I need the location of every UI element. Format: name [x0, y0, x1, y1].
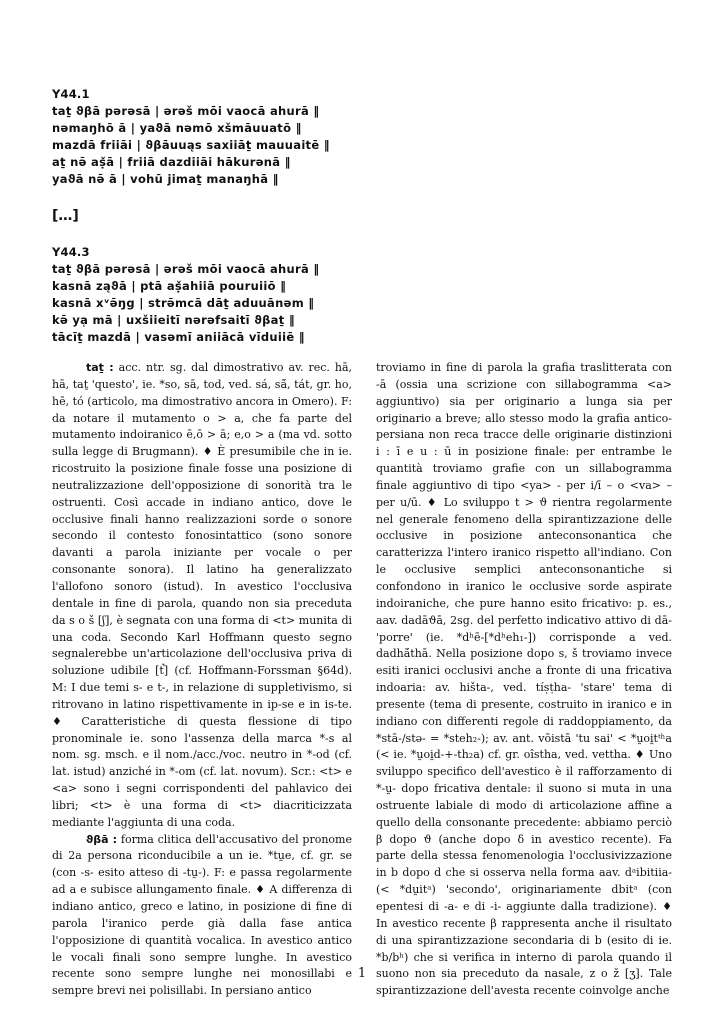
verse-id: Y44.1 [52, 87, 90, 101]
page-number: 1 [357, 966, 367, 981]
entry-headword: ϑβā : [86, 832, 118, 846]
commentary-left-column [52, 360, 352, 1000]
verse-line: kasnā ząϑā | ptā aṣ̌ahiiā pouruiiō ‖ [52, 279, 287, 293]
verse-line: aṯ nə̄ aṣ̌ā | friiā dazdiiāi hākurənā ‖ [52, 155, 291, 169]
commentary-right-column [376, 360, 672, 1000]
commentary-continuation: troviamo in fine di parola la grafia traslitterata con -ā (ossia una scrizione con sillabogramma <a> aggiuntivo) sia per originario a lunga sia per originario a breve; allo stesso modo la grafia antico-persiana non reca tracce delle originarie distinzioni i : ī e u : ū in posizione finale: per entrambe le quantità troviamo grafie con un sillabogramma finale aggiuntivo di tipo <ya> - per i/ī – o <va> – per u/ū. ♦ Lo sviluppo t > ϑ rientra regolarmente nel generale fenomeno della spirantizzazione delle occlusive in posizione anteconsonantica che caratterizza l'intero iranico rispetto all'indiano. Con le occlusive semplici anteconsonantiche si confondono in iranico le occlusive sorde aspirate indoiraniche, che pure hanno esito fricativo: p. es., aav. dadāϑā, 2sg. del perfetto indicativo attivo di dā- 'porre' (ie. *dʰē-[*dʰeh₁-]) corrisponde a ved. dadhā́thā. Nella posizione dopo s, š troviamo invece esiti iranici occlusivi anche a fronte di una fricativa indoaria: av. hišta-, ved. tíṣṭha- 'stare' tema di presente (tema di presente, costruito in iranico e in indiano con differenti regole di raddoppiamento, da *stā-/stə- = *steh₂-); av. ant. vōistā 'tu sai' < *u̯oi̯tᵗʰa (< ie. *u̯oi̯d-+-th₂a) cf. gr. oîstha, ved. vettha. ♦ Uno sviluppo specifico dell'avestico è il rafforzamento di *-u̯- dopo fricativa dentale: il suono si muta in una ostruente labiale di modo di articolazione affine a quello della consonante precedente: abbiamo perciò β dopo ϑ (anche dopo δ in avestico recente). Fa parte della stessa fenomenologia l'occlusivizzazione in b dopo d che si osserva nella forma aav. dᵃibitiia- (< *du̯itᵃ) 'secondo', originariamente dbitᵃ (con epentesi di -a- e di -i- aggiunte dalla tradizione). ♦ In avestico recente β rappresenta anche il risultato di una spirantizzazione secondaria di b (esito di ie. *b/bʰ) che si verifica in interno di parola quando il suono non sia preceduto da nasale, z o ž [ʒ]. Tale spirantizzazione dell'avesta recente coinvolge anche [376, 361, 672, 998]
verse-section [52, 86, 672, 364]
entry-text: forma clitica dell'accusativo del pronome di 2a persona riconducibile a un ie. *tu̯e, cf. gr. se (con -s- esito atteso di -tu̯-). F: e passa regolarmente ad a e subisce allungamento finale. ♦ A differenza di indiano antico, greco e latino, in posizione di fine di parola l'iranico perde già dalla fase antica l'opposizione di quantità vocalica. In avestico antico le vocali finali sono sempre lunghe. In avestico recente sono sempre lunghe nei monosillabi e sempre brevi nei polisillabi. In persiano antico [52, 832, 352, 998]
verse-line: tācīṯ mazdā | vasəmī aniiācā vīduiiē ‖ [52, 330, 305, 344]
verse-id: Y44.3 [52, 245, 90, 259]
verse-line: kə̄ ya̜ mā | uxšiieitī nərəfsaitī ϑβaṯ ‖ [52, 313, 295, 327]
commentary-entry-tat [52, 360, 352, 832]
verse-line: taṯ ϑβā pərəsā | ərəš mōi vaocā ahurā ‖ [52, 104, 320, 118]
verse-line: mazdā friiāi | ϑβāuuąs saxiiāṯ mauuaitē ‖ [52, 138, 330, 152]
verse-line: nəmaŋhō ā | yaϑā nəmō xšmāuuatō ‖ [52, 121, 302, 135]
verse-block-y44-3 [52, 244, 672, 346]
verse-line: kasnā xᵛə̄ŋg | strə̄mcā dāṯ aduuānəm ‖ [52, 296, 315, 310]
verse-line: yaϑā nə̄ ā | vohū jimaṯ manaŋhā ‖ [52, 172, 279, 186]
entry-text: acc. ntr. sg. dal dimostrativo av. rec. hā, hā, taṯ 'questo', ie. *so, sā, tod, ved. sá, sā́, tát, gr. ho, hē, tó (articolo, ma dimostrativo ancora in Omero). F: da notare il mutamento o > a, che fa parte del mutamento indoiranico ē,ō > ā; e,o > a (ma vd. sotto sulla legge di Brugmann). ♦ È presumibile che in ie. ricostruito la posizione finale fosse una posizione di neutralizzazione dell'opposizione di sonorità tra le ostruenti. Così accade in indiano antico, dove le occlusive finali hanno realizzazioni sorde o sonore secondo il contesto fonosintattico (sono sonore davanti a parola iniziante per vocale o per consonante sonora). Il latino ha generalizzato l'allofono sonoro (istud). In avestico l'occlusiva dentale in fine di parola, quando non sia preceduta da s o š [ʃ], è segnata con una forma di <t> munita di una coda. Secondo Karl Hoffmann questo segno segnalerebbe un'articolazione dell'occlusiva priva di soluzione udibile [t̚] (cf. Hoffmann-Forssman §64d). M: I due temi s- e t-, in relazione di suppletivismo, si ritrovano in latino rispettivamente in ip-se e in is-te. ♦ Caratteristiche di questa flessione di tipo pronominale ie. sono l'assenza della marca *-s al nom. sg. msch. e il nom./acc./voc. neutro in *-od (cf. lat. istud) anziché in *-om (cf. lat. novum). Scr.: <t> e <a> sono i segni corrispondenti del pahlavico dei libri; <t> è una forma di <t> diacriticizzata mediante l'aggiunta di una coda. [52, 361, 353, 829]
entry-headword: taṯ : [86, 361, 114, 374]
verse-block-y44-1 [52, 86, 672, 188]
omission-marker: […] [52, 208, 79, 224]
verse-line: taṯ ϑβā pərəsā | ərəš mōi vaocā ahurā ‖ [52, 262, 320, 276]
